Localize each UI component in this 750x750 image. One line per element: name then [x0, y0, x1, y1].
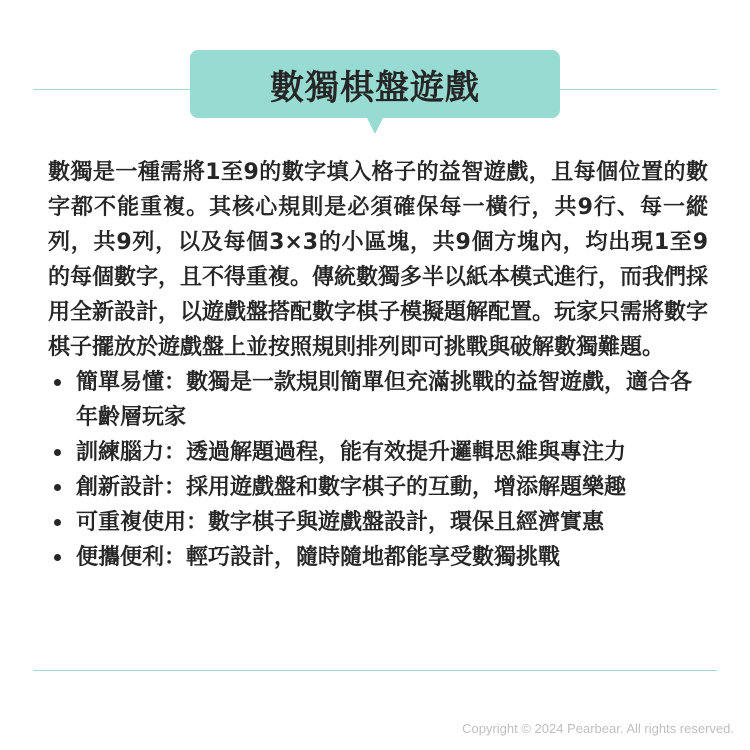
bullet-icon	[54, 554, 61, 561]
feature-list	[48, 365, 708, 575]
feature-item	[48, 435, 708, 470]
feature-item	[48, 365, 708, 435]
feature-item	[48, 540, 708, 575]
title-banner	[190, 50, 560, 118]
page-title: 數獨棋盤遊戲	[270, 67, 480, 108]
bottom-divider	[33, 670, 717, 671]
feature-text: 簡單易懂：數獨是一款規則簡單但充滿挑戰的益智遊戲，適合各年齡層玩家	[76, 370, 693, 430]
bullet-icon	[54, 519, 61, 526]
feature-text: 可重複使用：數字棋子與遊戲盤設計，環保且經濟實惠	[76, 510, 605, 535]
bullet-icon	[54, 449, 61, 456]
feature-text: 便攜便利：輕巧設計，隨時隨地都能享受數獨挑戰	[76, 545, 561, 570]
feature-item	[48, 470, 708, 505]
bullet-icon	[54, 484, 61, 491]
content-area	[48, 155, 708, 575]
description-paragraph: 數獨是一種需將1至9的數字填入格子的益智遊戲，且每個位置的數字都不能重複。其核心規則是必須確保每一橫行，共9行、每一縱列，共9列，以及每個3×3的小區塊，共9個方塊內，均出現1至9的每個數字，且不得重複。傳統數獨多半以紙本模式進行，而我們採用全新設計，以遊戲盤搭配數字棋子模擬題解配置。玩家只需將數字棋子擺放於遊戲盤上並按照規則排列即可挑戰與破解數獨難題。	[48, 160, 709, 360]
feature-text: 訓練腦力：透過解題過程，能有效提升邏輯思維與專注力	[76, 440, 627, 465]
copyright-text: Copyright © 2024 Pearbear. All rights reserved.	[462, 721, 734, 736]
feature-item	[48, 505, 708, 540]
bullet-icon	[54, 379, 61, 386]
feature-text: 創新設計：採用遊戲盤和數字棋子的互動，增添解題樂趣	[76, 475, 627, 500]
